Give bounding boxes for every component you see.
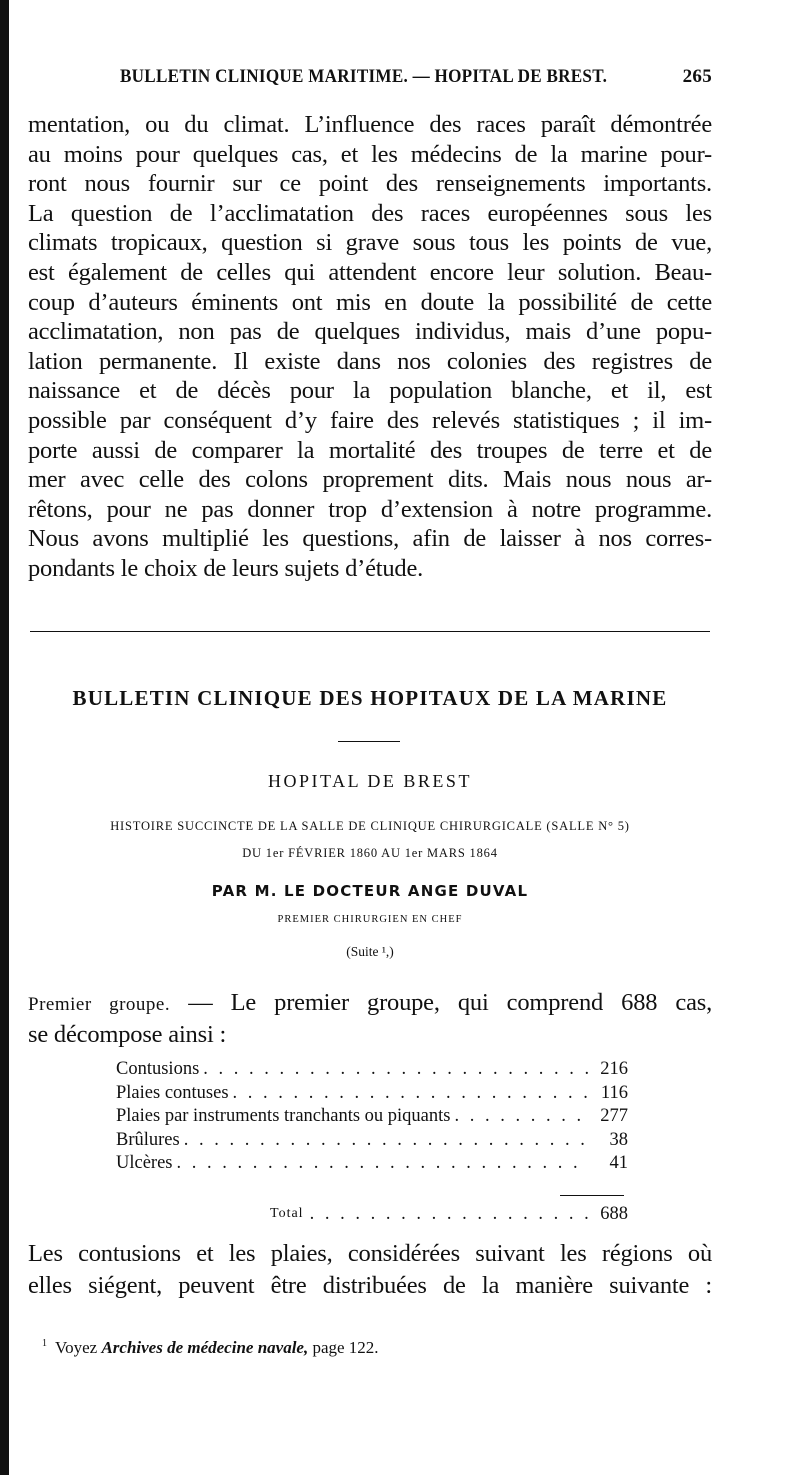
footnote [42,1338,682,1358]
table-row [116,1105,628,1129]
text-line: Nous avons multiplié les questions, afin de laisser à nos corres- [28,525,712,553]
text-line: naissance et de décès pour la population blanche, et il, est [28,377,712,405]
row-value: 38 [609,1129,628,1150]
author-line: PAR M. LE DOCTEUR ANGE DUVAL [211,882,529,900]
scan-edge-shadow [0,0,9,1475]
row-value: 277 [600,1106,628,1126]
running-head-title: BULLETIN CLINIQUE MARITIME. — HOPITAL DE BREST. [120,66,608,87]
running-head [120,66,712,88]
dot-leader [229,1082,588,1106]
footnote-page: page 122. [312,1338,379,1357]
row-label: Plaies contuses [116,1082,229,1103]
text-line: est également de celles qui attendent encore leur solution. Beau- [28,258,712,286]
suite-note: (Suite ¹,) [346,944,394,959]
table-row [116,1152,628,1176]
text-line: acclimatation, non pas de quelques individus, mais d’une popu- [28,318,712,346]
text-line: Les contusions et les plaies, considérées suivant les régions où [28,1240,712,1267]
text-line: coup d’auteurs éminents ont mis en doute la possibilité de cette [28,288,712,316]
text-line: climats tropicaux, question si grave sous tous les points de vue, [28,229,712,257]
cases-table [116,1058,628,1176]
row-label: Contusions [116,1059,200,1079]
table-row [116,1082,628,1106]
text-line: elles siégent, peuvent être distribuées de la manière suivante : [28,1272,712,1299]
dot-leader [173,1152,589,1176]
text-line: rêtons, pour ne pas donner trop d’extension à notre programme. [28,495,712,523]
dot-leader [199,1058,588,1082]
group-label: Premier groupe. [28,994,171,1015]
section-divider [30,631,710,632]
author-title: PREMIER CHIRURGIEN EN CHEF [277,914,463,925]
text-line: La question de l’acclimatation des races européennes sous les [28,199,712,227]
row-label: Brûlures [116,1129,180,1150]
paragraph-acclimatation [28,110,712,584]
dot-leader [450,1105,588,1129]
table-row [116,1058,628,1082]
row-value: 116 [600,1082,628,1103]
text-line: mer avec celle des colons proprement dits. Mais nous nous ar- [28,466,712,494]
dot-leader [180,1129,588,1153]
hospital-heading: HOPITAL DE BREST [268,771,472,791]
page-number: 265 [682,66,712,87]
text-line: mentation, ou du climat. L’influence des races paraît démontrée [28,111,712,138]
closing-paragraph [28,1238,712,1302]
history-line-2: DU 1er FÉVRIER 1860 AU 1er MARS 1864 [242,846,498,860]
dot-leader [304,1202,588,1226]
text-line: lation permanente. Il existe dans nos colonies des registres de [28,347,712,375]
row-value: 41 [609,1153,628,1173]
title-rule [338,741,400,742]
total-row [270,1202,628,1226]
group-intro-line-2: se décompose ainsi : [28,1020,227,1048]
footnote-marker: 1 [42,1338,47,1350]
table-row [116,1129,628,1153]
row-label: Plaies par instruments tranchants ou piquants [116,1106,451,1126]
group-intro-text: — Le premier groupe, qui comprend 688 cas, [188,989,712,1016]
total-value: 688 [600,1204,628,1224]
sum-rule [560,1195,624,1196]
total-label: Total [270,1206,304,1221]
text-line: pondants le choix de leurs sujets d’étude. [28,554,424,582]
section-title: BULLETIN CLINIQUE DES HOPITAUX DE LA MARINE [72,686,668,710]
group-intro-line [28,988,712,1020]
row-label: Ulcères [116,1153,173,1173]
text-line: ront nous fournir sur ce point des renseignements importants. [28,170,712,198]
footnote-prefix: Voyez [55,1338,98,1357]
row-value: 216 [600,1059,628,1079]
text-line: au moins pour quelques cas, et les médecins de la marine pour- [28,140,712,168]
footnote-journal: Archives de médecine navale, [101,1338,309,1357]
group-intro [28,988,712,1049]
text-line: possible par conséquent d’y faire des relevés statistiques ; il im- [28,406,712,434]
history-line-1: HISTOIRE SUCCINCTE DE LA SALLE DE CLINIQUE CHIRURGICALE (SALLE N° 5) [110,819,630,833]
text-line: porte aussi de comparer la mortalité des troupes de terre et de [28,436,712,464]
